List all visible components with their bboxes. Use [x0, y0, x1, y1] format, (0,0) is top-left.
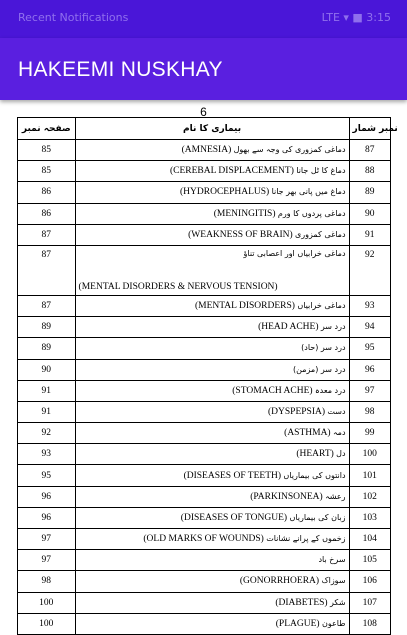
disease-urdu-name: دانتوں کی بیماریاں — [283, 470, 346, 480]
serial-number-cell: 90 — [349, 203, 390, 224]
table-row — [18, 529, 391, 550]
disease-english-name: (DISEASES OF TONGUE) — [180, 512, 288, 523]
page-number-cell: 85 — [18, 140, 76, 161]
app-title: HAKEEMI NUSKHAY — [18, 58, 223, 81]
page-number-cell: 97 — [18, 550, 76, 571]
disease-urdu-name: دماغی کمزوری کی وجہ سے بھول — [233, 145, 346, 155]
disease-english-name: (STOMACH ACHE) — [232, 385, 313, 396]
disease-urdu-name: درد سر (حاد) — [301, 343, 346, 353]
disease-urdu-name: دماغی خرابیاں — [297, 301, 346, 311]
serial-number-cell: 92 — [349, 245, 390, 295]
header-serial-number: نمبر شمار — [349, 118, 390, 140]
table-row — [18, 486, 391, 507]
disease-urdu-name: درد معدہ — [314, 385, 346, 395]
disease-urdu-name: سرخ باد — [318, 555, 346, 565]
disease-urdu-name: سوزاک — [321, 576, 346, 586]
disease-english-name: (ASTHMA) — [284, 428, 331, 439]
disease-english-name: (WEAKNESS OF BRAIN) — [188, 229, 293, 240]
page-number-cell: 95 — [18, 465, 76, 486]
serial-number-cell: 103 — [349, 507, 390, 528]
disease-name-cell — [75, 380, 349, 401]
disease-english-name: (HEART) — [296, 449, 334, 460]
page-number-cell: 91 — [18, 401, 76, 422]
disease-urdu-name: دماغی پردوں کا ورم — [277, 208, 346, 218]
disease-name-cell — [75, 245, 349, 295]
disease-name-cell — [75, 182, 349, 203]
serial-number-cell: 89 — [349, 182, 390, 203]
page-number-cell: 92 — [18, 423, 76, 444]
disease-english-name: (MENTAL DISORDERS) — [194, 301, 295, 312]
table-row — [18, 203, 391, 224]
table-row — [18, 224, 391, 245]
disease-name-cell — [75, 550, 349, 571]
disease-name-cell — [75, 359, 349, 380]
page-number-cell: 97 — [18, 529, 76, 550]
page-number-cell: 98 — [18, 571, 76, 592]
disease-name-cell — [75, 338, 349, 359]
page-number-cell: 100 — [18, 613, 76, 634]
disease-english-name: (HEAD ACHE) — [258, 322, 319, 333]
serial-number-cell: 99 — [349, 423, 390, 444]
page-number-cell: 96 — [18, 486, 76, 507]
page-number-cell: 89 — [18, 338, 76, 359]
status-bar — [0, 0, 407, 38]
table-row — [18, 317, 391, 338]
disease-english-name: (OLD MARKS OF WOUNDS) — [143, 534, 264, 545]
table-row — [18, 140, 391, 161]
page-number-cell: 96 — [18, 507, 76, 528]
disease-urdu-name: دست — [327, 406, 346, 416]
disease-name-cell — [75, 161, 349, 182]
disease-urdu-name: دماغ کا ٹل جانا — [296, 166, 346, 176]
disease-urdu-name: زبان کی بیماریاں — [289, 512, 346, 522]
page-number-cell: 86 — [18, 203, 76, 224]
disease-urdu-name: درد سر (مزمن) — [293, 364, 346, 374]
table-row — [18, 550, 391, 571]
table-row — [18, 245, 391, 295]
serial-number-cell: 100 — [349, 444, 390, 465]
status-bar-left-text: Recent Notifications — [18, 11, 129, 24]
disease-urdu-name: شکر — [329, 597, 346, 607]
table-row — [18, 423, 391, 444]
disease-urdu-name: زخموں کے پرانے نشانات — [266, 534, 346, 544]
serial-number-cell: 101 — [349, 465, 390, 486]
disease-english-name: (AMNESIA) — [181, 145, 232, 156]
serial-number-cell: 91 — [349, 224, 390, 245]
table-row — [18, 295, 391, 316]
page-number-cell: 93 — [18, 444, 76, 465]
page-number-cell: 87 — [18, 245, 76, 295]
table-row — [18, 613, 391, 634]
serial-number-cell: 93 — [349, 295, 390, 316]
serial-number-cell: 94 — [349, 317, 390, 338]
serial-number-cell: 106 — [349, 571, 390, 592]
table-row — [18, 359, 391, 380]
serial-number-cell: 95 — [349, 338, 390, 359]
serial-number-cell: 107 — [349, 592, 390, 613]
disease-english-name: (DIABETES) — [275, 597, 328, 608]
serial-number-cell: 88 — [349, 161, 390, 182]
disease-name-cell — [75, 465, 349, 486]
page-number-cell: 100 — [18, 592, 76, 613]
disease-english-name: (PARKINSONEA) — [250, 491, 323, 502]
page-number-cell: 89 — [18, 317, 76, 338]
table-row — [18, 380, 391, 401]
disease-name-cell — [75, 529, 349, 550]
disease-urdu-name: رعشہ — [325, 491, 346, 501]
page-number-cell: 86 — [18, 182, 76, 203]
disease-english-name: (DYSPEPSIA) — [268, 406, 326, 417]
serial-number-cell: 108 — [349, 613, 390, 634]
disease-english-name: (MENTAL DISORDERS & NERVOUS TENSION) — [78, 281, 278, 292]
disease-urdu-name: دماغی خرابیاں اور اعصابی تناؤ — [243, 248, 346, 258]
disease-name-cell — [75, 224, 349, 245]
disease-name-cell — [75, 203, 349, 224]
page-number-cell: 91 — [18, 380, 76, 401]
table-row — [18, 592, 391, 613]
serial-number-cell: 102 — [349, 486, 390, 507]
serial-number-cell: 97 — [349, 380, 390, 401]
table-row — [18, 401, 391, 422]
disease-name-cell — [75, 401, 349, 422]
serial-number-cell: 98 — [349, 401, 390, 422]
disease-english-name: (CEREBAL DISPLACEMENT) — [169, 166, 294, 177]
disease-name-cell — [75, 140, 349, 161]
disease-name-cell — [75, 486, 349, 507]
disease-name-cell — [75, 295, 349, 316]
app-bar — [0, 38, 407, 100]
table-header-row — [18, 118, 391, 140]
serial-number-cell: 104 — [349, 529, 390, 550]
disease-urdu-name: دل — [336, 449, 346, 459]
disease-english-name: (HYDROCEPHALUS) — [180, 187, 270, 198]
disease-urdu-name: دماغ میں پانی بھر جانا — [271, 187, 346, 197]
disease-urdu-name: درد سر — [320, 322, 346, 332]
page-number-cell: 87 — [18, 295, 76, 316]
header-page-number: صفحہ نمبر — [18, 118, 76, 140]
table-row — [18, 444, 391, 465]
disease-name-cell — [75, 507, 349, 528]
disease-name-cell — [75, 444, 349, 465]
table-row — [18, 161, 391, 182]
table-row — [18, 338, 391, 359]
table-row — [18, 507, 391, 528]
disease-name-cell — [75, 423, 349, 444]
header-disease-name: بیماری کا نام — [75, 118, 349, 140]
disease-urdu-name: دمہ — [332, 428, 346, 438]
disease-english-name: (DISEASES OF TEETH) — [183, 470, 282, 481]
table-row — [18, 465, 391, 486]
disease-name-cell — [75, 317, 349, 338]
page-number-cell: 85 — [18, 161, 76, 182]
table-row — [18, 571, 391, 592]
table-row — [18, 182, 391, 203]
page-number-cell: 87 — [18, 224, 76, 245]
page-number: 6 — [200, 105, 207, 119]
disease-name-cell — [75, 592, 349, 613]
status-bar-right-text: LTE ▾ ■ 3:15 — [321, 11, 391, 24]
disease-name-cell — [75, 613, 349, 634]
page-number-cell: 90 — [18, 359, 76, 380]
serial-number-cell: 96 — [349, 359, 390, 380]
disease-name-cell — [75, 571, 349, 592]
serial-number-cell: 87 — [349, 140, 390, 161]
disease-urdu-name: طاعون — [321, 618, 346, 628]
contents-table — [17, 117, 398, 635]
disease-urdu-name: دماغی کمزوری — [295, 229, 346, 239]
disease-english-name: (MENINGITIS) — [213, 208, 276, 219]
disease-english-name: (PLAGUE) — [275, 618, 320, 629]
serial-number-cell: 105 — [349, 550, 390, 571]
disease-english-name: (GONORRHOERA) — [239, 576, 320, 587]
